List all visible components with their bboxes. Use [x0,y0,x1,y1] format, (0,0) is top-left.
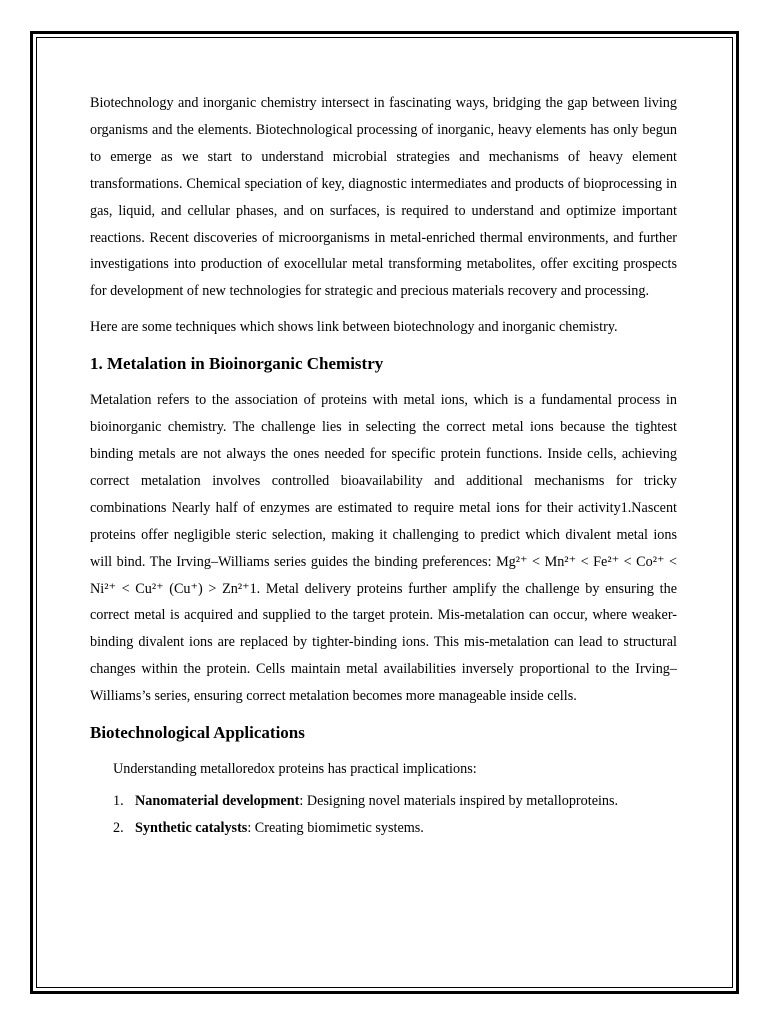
list-item-text: : Creating biomimetic systems. [247,819,424,836]
lead-paragraph: Here are some techniques which shows link between biotechnology and inorganic chemistry. [90,319,618,336]
document-body [90,90,677,842]
list-item-number: 2. [113,819,124,836]
section-heading-metalation: 1. Metalation in Bioinorganic Chemistry [90,354,384,374]
applications-list [90,788,677,842]
list-item-term: Synthetic catalysts [135,819,248,836]
list-item-term: Nanomaterial development [135,792,300,809]
list-item [90,815,677,842]
list-item-number: 1. [113,792,124,809]
list-item [90,788,677,815]
metalation-paragraph: Metalation refers to the association of proteins with metal ions, which is a fundamental process in bioinorganic chemistry. The challenge lies in selecting the correct metal ions because the tightest binding metals are not always the ones needed for specific protein functions. Inside cells, achieving correct metalation involves controlled bioavailability and additional mechanisms for tricky combinations Nearly half of enzymes are estimated to require metal ions for their activity1.Nascent proteins offer negligible steric selection, making it challenging to predict which divalent metal ions will bind. The Irving–Williams series guides the binding preferences: Mg²⁺ < Mn²⁺ < Fe²⁺ < Co²⁺ < Ni²⁺ < Cu²⁺ (Cu⁺) > Zn²⁺1. Metal delivery proteins further amplify the challenge by ensuring the correct metal is acquired and supplied to the target protein. Mis-metalation can occur, where weaker-binding divalent ions are replaced by tighter-binding ions. This mis-metalation can lead to structural changes within the protein. Cells maintain metal availabilities inversely proportional to the Irving–Williams’s series, ensuring correct metalation becomes more manageable inside cells. [90,392,677,705]
intro-paragraph: Biotechnology and inorganic chemistry intersect in fascinating ways, bridging the gap between living organisms and the elements. Biotechnological processing of inorganic, heavy elements has only begun to emerge as we start to understand microbial strategies and mechanisms of heavy element transformations. Chemical speciation of key, diagnostic intermediates and products of bioprocessing in gas, liquid, and cellular phases, and on surfaces, is required to understand and optimize important reactions. Recent discoveries of microorganisms in metal-enriched thermal environments, and further investigations into production of exocellular metal transforming metabolites, offer exciting prospects for development of new technologies for strategic and precious materials recovery and processing. [90,95,677,300]
section-heading-applications: Biotechnological Applications [90,723,305,743]
list-item-text: : Designing novel materials inspired by metalloproteins. [299,792,619,809]
applications-intro: Understanding metalloredox proteins has practical implications: [113,761,477,778]
